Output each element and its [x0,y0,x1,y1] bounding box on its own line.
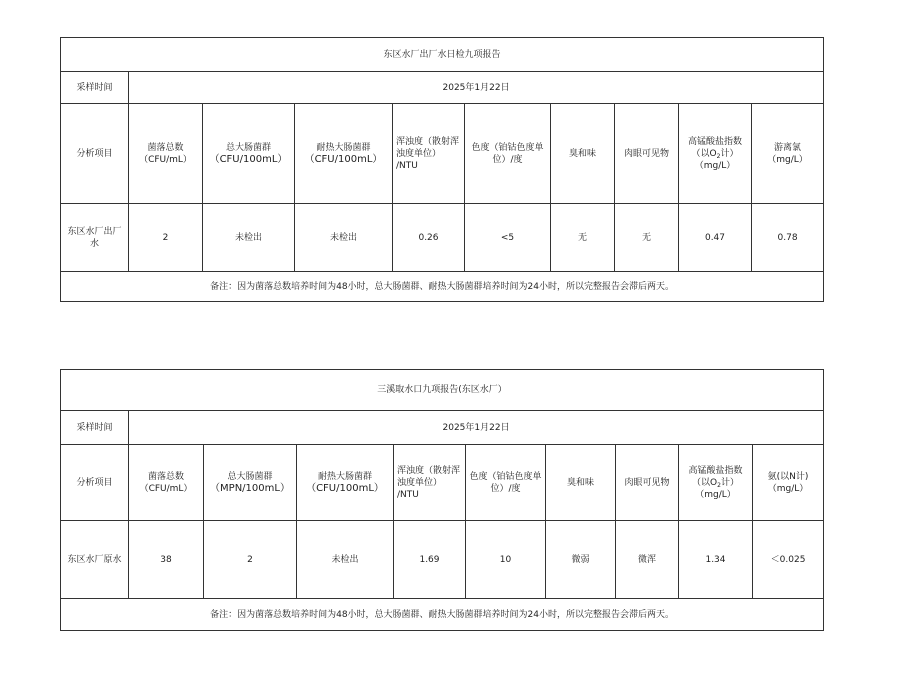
value-total-coliform: 未检出 [203,204,295,272]
sample-name: 东区水厂原水 [61,521,129,599]
report-table-1 [60,37,824,302]
value-thermotolerant-coliform: 未检出 [295,204,393,272]
header-thermotolerant-coliform: 耐热大肠菌群 （CFU/100mL） [297,445,394,521]
analysis-item-label: 分析项目 [61,104,129,204]
value-turbidity: 0.26 [393,204,465,272]
value-colony-count: 38 [129,521,204,599]
header-permanganate-index: 高锰酸盐指数（以$O_2$计） （mg/L） [679,445,753,521]
report-note: 备注：因为菌落总数培养时间为48小时，总大肠菌群、耐热大肠菌群培养时间为24小时，所以完整报告会滞后两天。 [61,599,824,631]
header-visible-matter: 肉眼可见物 [616,445,679,521]
header-odor-taste: 臭和味 [551,104,615,204]
value-odor-taste: 微弱 [546,521,616,599]
header-colony-count: 菌落总数 （CFU/mL） [129,104,203,204]
header-permanganate-index: 高锰酸盐指数（以$O_2$计） （mg/L） [679,104,752,204]
report-title: 三溪取水口九项报告(东区水厂） [61,370,824,411]
value-odor-taste: 无 [551,204,615,272]
value-permanganate-index: 1.34 [679,521,753,599]
header-odor-taste: 臭和味 [546,445,616,521]
value-ammonia: ＜0.025 [753,521,824,599]
value-visible-matter: 微浑 [616,521,679,599]
header-total-coliform: 总大肠菌群 （CFU/100mL） [203,104,295,204]
analysis-item-label: 分析项目 [61,445,129,521]
header-total-coliform: 总大肠菌群 （MPN/100mL） [204,445,297,521]
header-colony-count: 菌落总数 （CFU/mL） [129,445,204,521]
header-thermotolerant-coliform: 耐热大肠菌群 （CFU/100mL） [295,104,393,204]
header-turbidity: 浑浊度（散射浑浊度单位） /NTU [394,445,466,521]
report-table-2 [60,369,824,631]
value-colony-count: 2 [129,204,203,272]
value-color: 10 [466,521,546,599]
sampling-date: 2025年1月22日 [129,411,824,445]
header-visible-matter: 肉眼可见物 [615,104,679,204]
sampling-date: 2025年1月22日 [129,72,824,104]
value-free-chlorine: 0.78 [752,204,824,272]
report-note: 备注：因为菌落总数培养时间为48小时，总大肠菌群、耐热大肠菌群培养时间为24小时，所以完整报告会滞后两天。 [61,272,824,302]
sampling-time-label: 采样时间 [61,411,129,445]
value-color: <5 [465,204,551,272]
header-turbidity: 浑浊度（散射浑浊度单位） /NTU [393,104,465,204]
header-free-chlorine: 游离氯 （mg/L） [752,104,824,204]
value-visible-matter: 无 [615,204,679,272]
value-total-coliform: 2 [204,521,297,599]
header-ammonia: 氨(以N计) （mg/L） [753,445,824,521]
report-title: 东区水厂出厂水日检九项报告 [61,38,824,72]
header-color: 色度（铂钴色度单位）/度 [466,445,546,521]
value-turbidity: 1.69 [394,521,466,599]
sample-name: 东区水厂出厂水 [61,204,129,272]
value-thermotolerant-coliform: 未检出 [297,521,394,599]
value-permanganate-index: 0.47 [679,204,752,272]
sampling-time-label: 采样时间 [61,72,129,104]
header-color: 色度（铂钴色度单位）/度 [465,104,551,204]
